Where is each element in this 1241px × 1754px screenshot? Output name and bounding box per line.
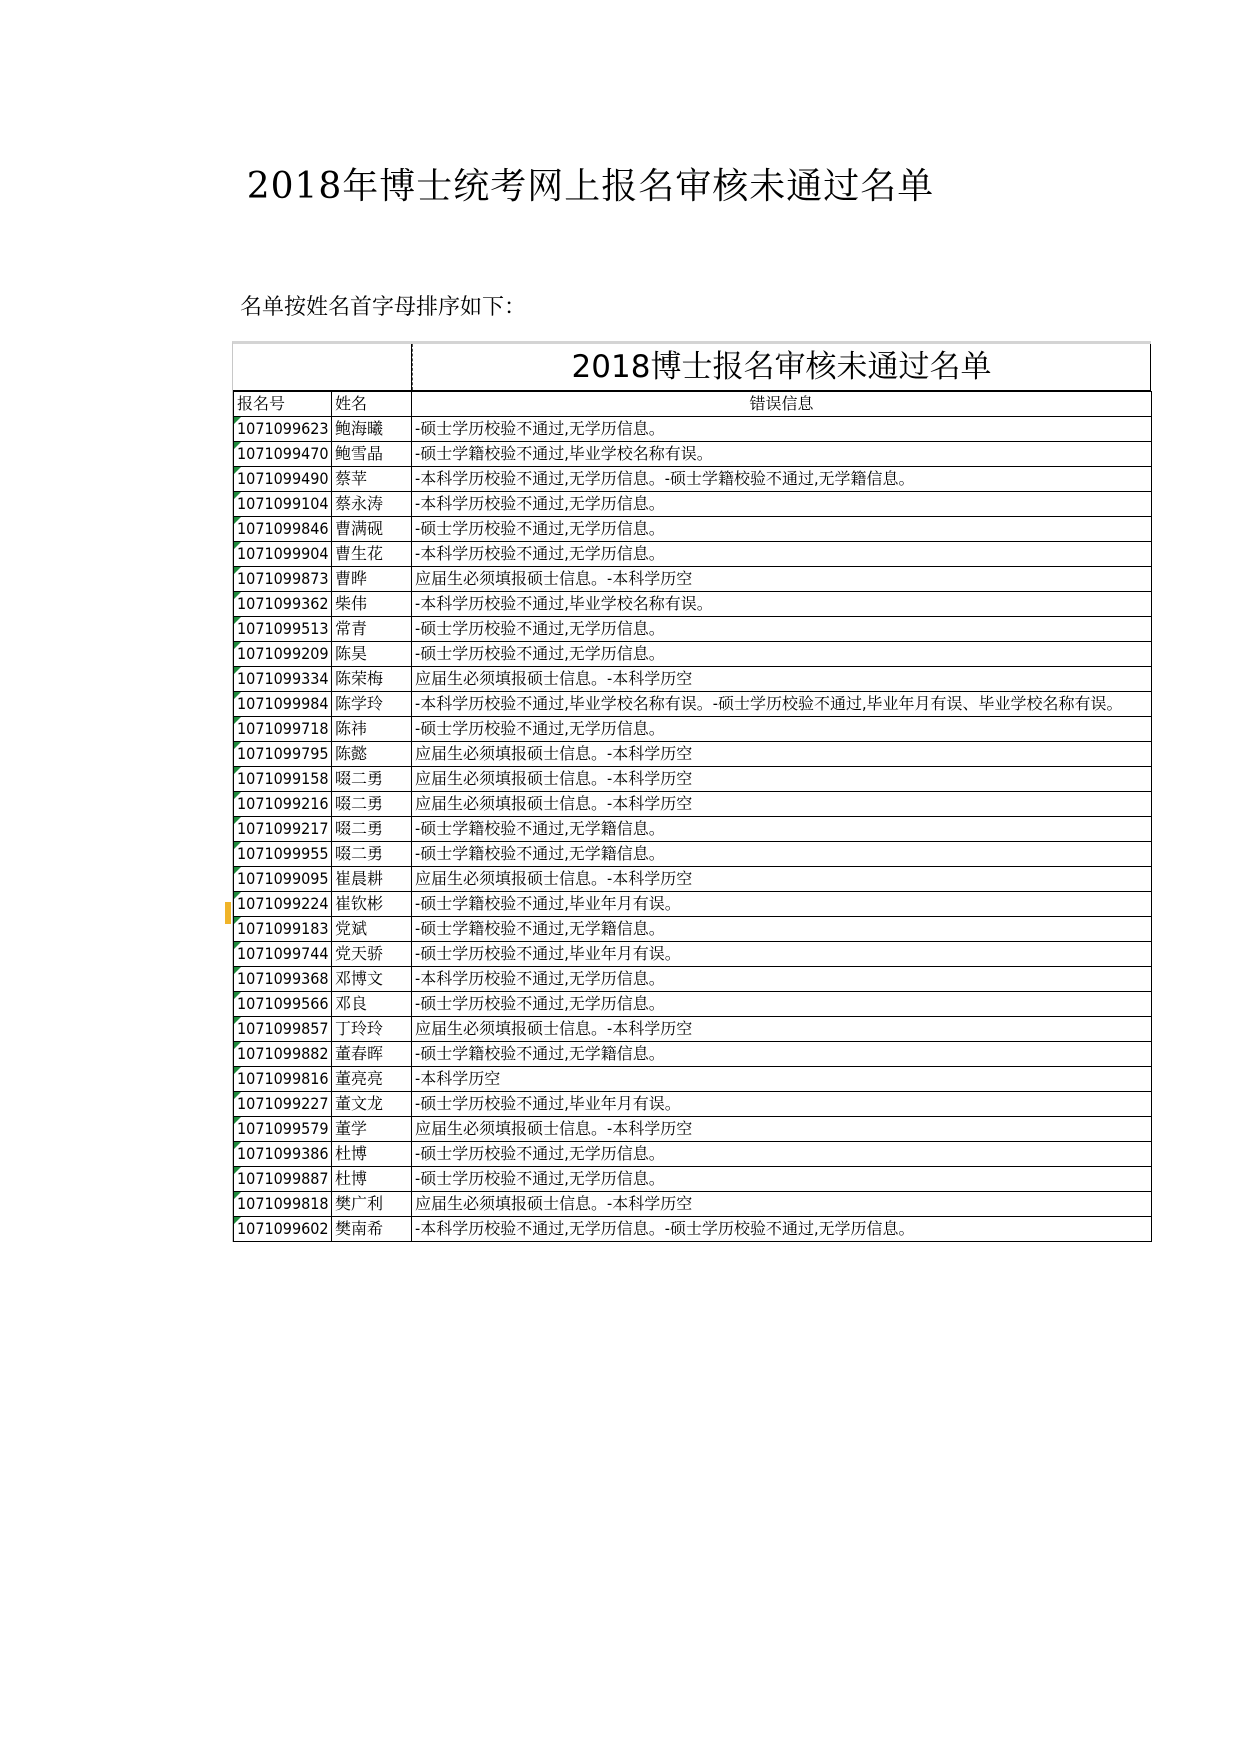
registration-number: 1071099216	[237, 794, 329, 813]
cell-error-flag-icon	[234, 517, 241, 524]
registration-number-cell	[234, 842, 332, 867]
registration-number-cell	[234, 1067, 332, 1092]
table-row	[234, 742, 1152, 767]
table-row	[234, 517, 1152, 542]
table-row	[234, 617, 1152, 642]
table-row	[234, 892, 1152, 917]
intro-text: 名单按姓名首字母排序如下：	[240, 295, 527, 320]
name-cell: 啜二勇	[332, 842, 412, 867]
name-cell: 鲍雪晶	[332, 442, 412, 467]
table-row	[234, 642, 1152, 667]
name-cell: 陈昊	[332, 642, 412, 667]
registration-number: 1071099579	[237, 1119, 329, 1138]
cell-error-flag-icon	[234, 742, 241, 749]
registration-number-cell	[234, 517, 332, 542]
registration-number: 1071099104	[237, 494, 329, 513]
name-cell: 董亮亮	[332, 1067, 412, 1092]
registration-number-cell	[234, 817, 332, 842]
error-message-cell: -硕士学籍校验不通过,无学籍信息。	[412, 917, 1152, 942]
table-row	[234, 967, 1152, 992]
registration-number-cell	[234, 467, 332, 492]
name-cell: 党天骄	[332, 942, 412, 967]
registration-number: 1071099623	[237, 419, 329, 438]
error-message-cell: -本科学历校验不通过,毕业学校名称有误。-硕士学历校验不通过,毕业年月有误、毕业学校名称有误。	[412, 692, 1152, 717]
registration-number: 1071099795	[237, 744, 329, 763]
table-row	[234, 1167, 1152, 1192]
error-message-cell: -硕士学历校验不通过,无学历信息。	[412, 1167, 1152, 1192]
name-cell: 啜二勇	[332, 792, 412, 817]
error-message-cell: -硕士学籍校验不通过,毕业年月有误。	[412, 892, 1152, 917]
cell-error-flag-icon	[234, 1017, 241, 1024]
cell-error-flag-icon	[234, 842, 241, 849]
registration-number-cell	[234, 917, 332, 942]
cell-error-flag-icon	[234, 417, 241, 424]
registration-number-cell	[234, 667, 332, 692]
error-message-cell: -硕士学历校验不通过,无学历信息。	[412, 1142, 1152, 1167]
error-message-cell: -硕士学历校验不通过,毕业年月有误。	[412, 942, 1152, 967]
name-cell: 曹满砚	[332, 517, 412, 542]
registration-number-cell	[234, 967, 332, 992]
registration-number-cell	[234, 1142, 332, 1167]
header-id: 报名号	[234, 392, 332, 417]
error-message-cell: -硕士学籍校验不通过,毕业学校名称有误。	[412, 442, 1152, 467]
registration-number-cell	[234, 617, 332, 642]
registration-number: 1071099224	[237, 894, 329, 913]
table-row	[234, 592, 1152, 617]
table-row	[234, 1117, 1152, 1142]
name-cell: 邓博文	[332, 967, 412, 992]
registration-number: 1071099846	[237, 519, 329, 538]
name-cell: 崔钦彬	[332, 892, 412, 917]
error-message-cell: -硕士学籍校验不通过,无学籍信息。	[412, 842, 1152, 867]
registration-number: 1071099984	[237, 694, 329, 713]
table-row	[234, 1142, 1152, 1167]
registration-number: 1071099818	[237, 1194, 329, 1213]
name-cell: 董文龙	[332, 1092, 412, 1117]
registration-number-cell	[234, 992, 332, 1017]
sheet-title: 2018博士报名审核未通过名单	[571, 349, 992, 385]
table-row	[234, 942, 1152, 967]
error-message-cell: 应届生必须填报硕士信息。-本科学历空	[412, 1117, 1152, 1142]
cell-error-flag-icon	[234, 1117, 241, 1124]
table-row	[234, 542, 1152, 567]
registration-number-cell	[234, 542, 332, 567]
cell-error-flag-icon	[234, 917, 241, 924]
registration-number-cell	[234, 1217, 332, 1242]
name-cell: 鲍海曦	[332, 417, 412, 442]
name-cell: 邓良	[332, 992, 412, 1017]
error-message-cell: -硕士学籍校验不通过,无学籍信息。	[412, 1042, 1152, 1067]
error-message-cell: -本科学历校验不通过,无学历信息。	[412, 542, 1152, 567]
table-row	[234, 842, 1152, 867]
cell-error-flag-icon	[234, 642, 241, 649]
registration-number: 1071099158	[237, 769, 329, 788]
registration-number: 1071099887	[237, 1169, 329, 1188]
registration-number: 1071099566	[237, 994, 329, 1013]
name-cell: 蔡永涛	[332, 492, 412, 517]
error-message-cell: 应届生必须填报硕士信息。-本科学历空	[412, 742, 1152, 767]
cell-error-flag-icon	[234, 692, 241, 699]
registration-number: 1071099183	[237, 919, 329, 938]
registration-number-cell	[234, 942, 332, 967]
cell-error-flag-icon	[234, 817, 241, 824]
cell-error-flag-icon	[234, 1042, 241, 1049]
cell-error-flag-icon	[234, 992, 241, 999]
registration-number: 1071099744	[237, 944, 329, 963]
name-cell: 陈懿	[332, 742, 412, 767]
registration-number: 1071099334	[237, 669, 329, 688]
registration-number-cell	[234, 592, 332, 617]
registration-number-cell	[234, 1042, 332, 1067]
cell-error-flag-icon	[234, 1142, 241, 1149]
name-cell: 董学	[332, 1117, 412, 1142]
registration-number: 1071099490	[237, 469, 329, 488]
sheet-title-row	[233, 344, 1151, 391]
table-row	[234, 692, 1152, 717]
table-row	[234, 1092, 1152, 1117]
cell-error-flag-icon	[234, 1167, 241, 1174]
error-message-cell: -硕士学籍校验不通过,无学籍信息。	[412, 817, 1152, 842]
registration-number: 1071099513	[237, 619, 329, 638]
registration-number: 1071099386	[237, 1144, 329, 1163]
cell-error-flag-icon	[234, 1092, 241, 1099]
registration-number: 1071099882	[237, 1044, 329, 1063]
cell-error-flag-icon	[234, 867, 241, 874]
error-message-cell: -硕士学历校验不通过,无学历信息。	[412, 517, 1152, 542]
error-message-cell: -硕士学历校验不通过,无学历信息。	[412, 617, 1152, 642]
error-message-cell: 应届生必须填报硕士信息。-本科学历空	[412, 867, 1152, 892]
selected-row-marker	[225, 902, 231, 924]
error-message-cell: -本科学历校验不通过,无学历信息。	[412, 967, 1152, 992]
registration-number: 1071099873	[237, 569, 329, 588]
registration-number-cell	[234, 1092, 332, 1117]
registration-number-cell	[234, 417, 332, 442]
name-cell: 董春晖	[332, 1042, 412, 1067]
cell-error-flag-icon	[234, 1067, 241, 1074]
registration-number: 1071099217	[237, 819, 329, 838]
name-cell: 崔晨耕	[332, 867, 412, 892]
error-message-cell: 应届生必须填报硕士信息。-本科学历空	[412, 567, 1152, 592]
name-cell: 啜二勇	[332, 817, 412, 842]
table-row	[234, 667, 1152, 692]
name-cell: 啜二勇	[332, 767, 412, 792]
cell-error-flag-icon	[234, 717, 241, 724]
table-row	[234, 792, 1152, 817]
registration-number: 1071099955	[237, 844, 329, 863]
registration-number: 1071099857	[237, 1019, 329, 1038]
cell-error-flag-icon	[234, 567, 241, 574]
table-row	[234, 867, 1152, 892]
table-row	[234, 417, 1152, 442]
error-message-cell: -本科学历校验不通过,无学历信息。-硕士学籍校验不通过,无学籍信息。	[412, 467, 1152, 492]
registration-number: 1071099095	[237, 869, 329, 888]
error-message-cell: -硕士学历校验不通过,无学历信息。	[412, 992, 1152, 1017]
cell-error-flag-icon	[234, 467, 241, 474]
cell-error-flag-icon	[234, 592, 241, 599]
cell-error-flag-icon	[234, 442, 241, 449]
name-cell: 蔡苹	[332, 467, 412, 492]
sheet-title-cell	[412, 344, 1151, 390]
error-message-cell: -硕士学历校验不通过,无学历信息。	[412, 642, 1152, 667]
registration-number-cell	[234, 692, 332, 717]
name-cell: 常青	[332, 617, 412, 642]
registration-number-cell	[234, 642, 332, 667]
registration-number-cell	[234, 767, 332, 792]
table-row	[234, 817, 1152, 842]
registration-number-cell	[234, 867, 332, 892]
name-cell: 陈荣梅	[332, 667, 412, 692]
failed-list-table	[233, 391, 1152, 1242]
error-message-cell: -硕士学历校验不通过,无学历信息。	[412, 717, 1152, 742]
cell-error-flag-icon	[234, 942, 241, 949]
header-name: 姓名	[332, 392, 412, 417]
error-message-cell: -本科学历空	[412, 1067, 1152, 1092]
name-cell: 曹生花	[332, 542, 412, 567]
name-cell: 杜博	[332, 1142, 412, 1167]
registration-number-cell	[234, 492, 332, 517]
error-message-cell: -本科学历校验不通过,毕业学校名称有误。	[412, 592, 1152, 617]
name-cell: 陈祎	[332, 717, 412, 742]
registration-number: 1071099718	[237, 719, 329, 738]
cell-error-flag-icon	[234, 767, 241, 774]
error-message-cell: -本科学历校验不通过,无学历信息。	[412, 492, 1152, 517]
registration-number-cell	[234, 892, 332, 917]
registration-number: 1071099209	[237, 644, 329, 663]
registration-number-cell	[234, 792, 332, 817]
error-message-cell: 应届生必须填报硕士信息。-本科学历空	[412, 1017, 1152, 1042]
registration-number: 1071099368	[237, 969, 329, 988]
name-cell: 曹晔	[332, 567, 412, 592]
table-row	[234, 1217, 1152, 1242]
registration-number: 1071099470	[237, 444, 329, 463]
cell-error-flag-icon	[234, 1217, 241, 1224]
cell-error-flag-icon	[234, 1192, 241, 1199]
table-row	[234, 492, 1152, 517]
registration-number: 1071099227	[237, 1094, 329, 1113]
table-row	[234, 1192, 1152, 1217]
table-body	[234, 417, 1152, 1242]
registration-number: 1071099904	[237, 544, 329, 563]
document-title: 2018年博士统考网上报名审核未通过名单	[246, 166, 935, 207]
registration-number-cell	[234, 1192, 332, 1217]
name-cell: 樊南希	[332, 1217, 412, 1242]
error-message-cell: -本科学历校验不通过,无学历信息。-硕士学历校验不通过,无学历信息。	[412, 1217, 1152, 1242]
table-row	[234, 1042, 1152, 1067]
registration-number: 1071099602	[237, 1219, 329, 1238]
cell-error-flag-icon	[234, 617, 241, 624]
table-row	[234, 467, 1152, 492]
table-row	[234, 1067, 1152, 1092]
registration-number-cell	[234, 1017, 332, 1042]
error-message-cell: -硕士学历校验不通过,毕业年月有误。	[412, 1092, 1152, 1117]
table-row	[234, 767, 1152, 792]
cell-error-flag-icon	[234, 792, 241, 799]
name-cell: 樊广利	[332, 1192, 412, 1217]
cell-error-flag-icon	[234, 892, 241, 899]
spreadsheet-image	[232, 341, 1151, 1242]
error-message-cell: -硕士学历校验不通过,无学历信息。	[412, 417, 1152, 442]
registration-number-cell	[234, 1167, 332, 1192]
cell-error-flag-icon	[234, 667, 241, 674]
error-message-cell: 应届生必须填报硕士信息。-本科学历空	[412, 667, 1152, 692]
cell-error-flag-icon	[234, 492, 241, 499]
table-row	[234, 992, 1152, 1017]
name-cell: 陈学玲	[332, 692, 412, 717]
cell-error-flag-icon	[234, 542, 241, 549]
table-row	[234, 717, 1152, 742]
registration-number-cell	[234, 442, 332, 467]
table-row	[234, 442, 1152, 467]
name-cell: 丁玲玲	[332, 1017, 412, 1042]
registration-number-cell	[234, 717, 332, 742]
name-cell: 杜博	[332, 1167, 412, 1192]
registration-number-cell	[234, 742, 332, 767]
name-cell: 党斌	[332, 917, 412, 942]
header-error: 错误信息	[412, 392, 1152, 417]
table-row	[234, 567, 1152, 592]
registration-number-cell	[234, 1117, 332, 1142]
error-message-cell: 应届生必须填报硕士信息。-本科学历空	[412, 1192, 1152, 1217]
table-row	[234, 917, 1152, 942]
registration-number: 1071099362	[237, 594, 329, 613]
table-header-row	[234, 392, 1152, 417]
cell-error-flag-icon	[234, 967, 241, 974]
table-row	[234, 1017, 1152, 1042]
error-message-cell: 应届生必须填报硕士信息。-本科学历空	[412, 792, 1152, 817]
sheet-title-blank-cell	[233, 344, 412, 390]
registration-number-cell	[234, 567, 332, 592]
name-cell: 柴伟	[332, 592, 412, 617]
error-message-cell: 应届生必须填报硕士信息。-本科学历空	[412, 767, 1152, 792]
registration-number: 1071099816	[237, 1069, 329, 1088]
